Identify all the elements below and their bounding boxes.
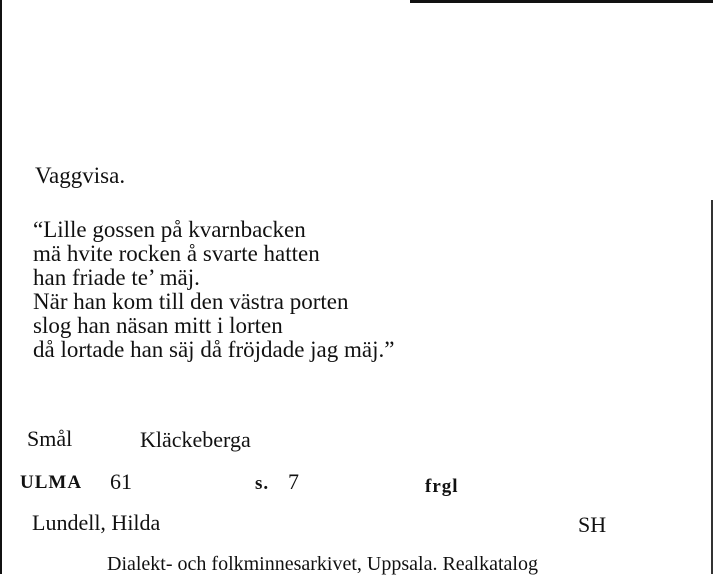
poem-line: slog han näsan mitt i lorten [33,313,283,338]
poem-line: mä hvite rocken å svarte hatten [33,241,320,266]
page-label: s. [255,473,270,494]
poem-line: “Lille gossen på kvarnbacken [33,217,306,242]
poem-line: då lortade han säj då fröjdade jag mäj.” [33,337,395,362]
archive-number: 61 [110,469,132,494]
poem-line: han friade te’ mäj. [33,265,200,290]
song-title: Vaggvisa. [35,163,126,188]
province-label: Smål [27,426,73,451]
parish-label: Kläckeberga [140,427,251,452]
poem-text [33,218,394,362]
poem-line: När han kom till den västra porten [33,289,349,314]
archive-footer: Dialekt- och folkminnesarkivet, Uppsala. Realkatalog [107,553,538,575]
category-label: frgl [425,476,459,497]
card-top-border [410,0,713,3]
archive-code: ULMA [20,472,83,493]
recorder-initials: SH [578,512,607,537]
card-left-border [0,0,2,574]
page-number: 7 [288,469,299,494]
informant-name: Lundell, Hilda [32,510,161,535]
